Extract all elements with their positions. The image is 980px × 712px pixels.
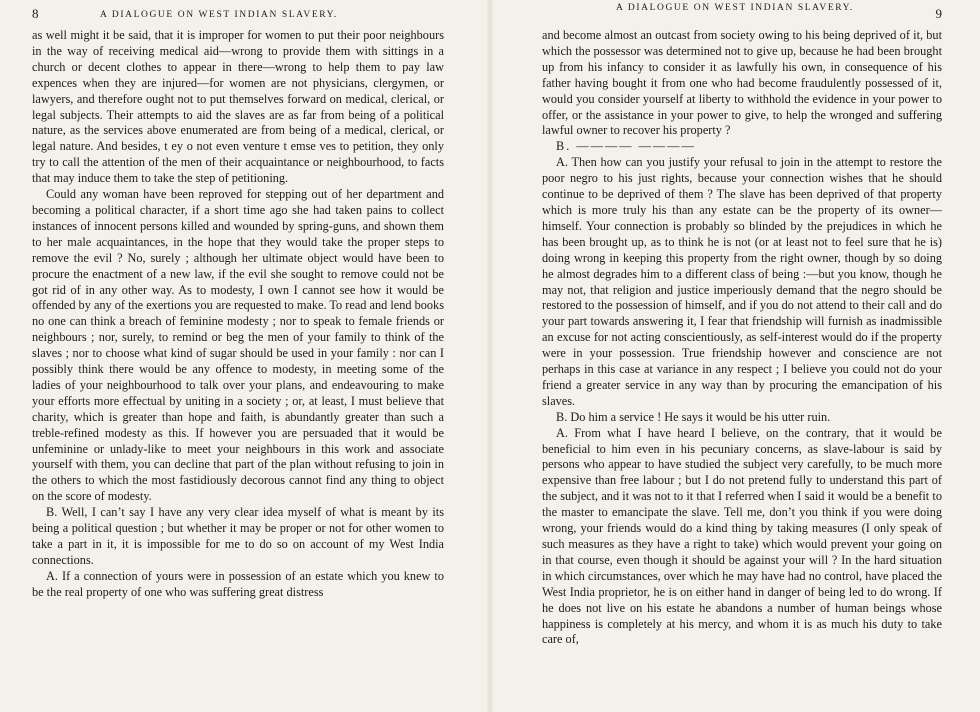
right-page — [490, 0, 980, 712]
paragraph: B. Do him a service ! He says it would be his utter ruin. — [556, 409, 831, 424]
right-page-header — [542, 2, 942, 28]
left-page-header — [32, 2, 444, 28]
paragraph: as well might it be said, that it is improper for women to put their poor neighbours in the way of receiving medical aid—wrong to provide them with sittings in a church or decent clothes to appear in there—wrong to help them to pay law expences when they are injured—for women are not physicians, clergymen, or lawyers, and therefore ought not to put themselves forward on medical, clerical, or legal subjects. Their attempts to aid the slaves are as far from being of a political nature, as the services above enumerated are from being of a medical, clerical, or legal nature. And besides, t ey o not even venture t emse ves to petition, they only try to call the attention of the men of their acquaintance or neighbourhood, to facts that may induce them to take the step of petitioning. — [32, 28, 444, 186]
left-page-text — [32, 28, 444, 601]
left-page-number: 8 — [32, 6, 39, 21]
right-page-number: 9 — [935, 6, 942, 21]
paragraph: A. From what I have heard I believe, on the contrary, that it would be beneficial to him even in his pecuniary concerns, as slave-labour is said by persons who appear to have studied the subject very carefully, to be much more expensive than free labour ; but I do not pretend fully to understand this part of the subject, and it was not to it that I referred when I said it would be a benefit to the master to emancipate the slave. Tell me, don’t you think if you were doing wrong, your friends would do a kind thing by taking measures (I only speak of such measures as they have a right to take) which would prevent your going on in that course, even though it should be against your will ? In the hard situation in which circumstances, over which he may have had no control, have placed the West India proprietor, he is on either hand in danger of being led to do wrong. If he does not live on his estate he abandons a number of human beings whose happiness is completely at his mercy, and whom it is as much his duty to take care of, — [542, 425, 942, 647]
paragraph: B. ———— ———— — [556, 139, 696, 154]
paragraph: A. Then how can you justify your refusal to join in the attempt to restore the poor negro to his just rights, because your connection wishes that he should continue to be deprived of them ? The slave has been deprived of that property which is more truly his than any estate can be the property of its owner—himself. Your connection is probably so blinded by the prejudices in which he has been brought up, as to think he is not (or at least not to feel sure that he is) doing wrong in keeping this property from the right owner, though by so doing he almost degrades him to a different class of being :—but you know, though he may not, that religion and justice imperiously demand that the negro should be restored to the possession of himself, and if you do not attend to their call and do your part towards answering it, I fear that friendship will furnish as inadmissible an excuse for not acting conscientiously, as self-interest would do if the property were in your possession. True friendship however and conscience are not perhaps in this case at variance in any respect ; I believe you could not do your friend a greater service in any way than by procuring the emancipation of his slaves. — [542, 155, 942, 408]
paragraph: B. Well, I can’t say I have any very clear idea myself of what is meant by its being a political question ; but whether it may be proper or not for other women to take a part in it, it is impossible for me to do so on account of my West India connections. — [32, 505, 444, 567]
left-running-head: A DIALOGUE ON WEST INDIAN SLAVERY. — [100, 10, 338, 20]
right-page-text — [542, 28, 942, 648]
right-running-head: A DIALOGUE ON WEST INDIAN SLAVERY. — [616, 3, 854, 13]
paragraph: Could any woman have been reproved for stepping out of her department and becoming a political character, if a short time ago she had taken pains to collect instances of innocent persons killed and wounded by spring-guns, and shown them to her male acquaintances, in the hope that they would take the proper steps to remove the evil ? No, surely ; although her ultimate object would have been to procure the enactment of a new law, if the evil she sought to remove could not be got rid of in any other way. As to modesty, I own I cannot see how it would be offended by any of the exertions you are requested to make. To read and lend books no one can think a breach of feminine modesty ; nor to speak to female friends or neighbours ; nor, surely, to remind or beg the men of your family to think of the slaves ; nor to choose what kind of sugar should be used in your family : nor can I possibly think there would be any offence to modesty, in meeting some of the ladies of your neighbourhood to talk over your plans, and endeavouring to make your efforts more effectual by uniting in a society ; or, at least, I must believe that charity, which is greater than hope and faith, is abundantly greater than such a treble-refined modesty as this. If however you are persuaded that it would be unfeminine or unlady-like to meet your neighbours in this work and associate yourself with them, you can decline that part of the plan without refusing to join in the others to which the most fastidiously decorous cannot find any thing to object on the score of modesty. — [32, 187, 444, 504]
paragraph: and become almost an outcast from society owing to his being deprived of it, but which the possessor was determined not to give up, because he had been brought up from his infancy to consider it as lawfully his own, in consequence of his father having bought it from one who had become fraudulently possessed of it, would you consider yourself at liberty to withhold the evidence in your power to offer, or the assistance in your power to give, to help the wronged and suffering lawful owner to recover his property ? — [542, 28, 942, 138]
paragraph: A. If a connection of yours were in possession of an estate which you knew to be the real property of one who was suffering great distress — [32, 568, 444, 599]
